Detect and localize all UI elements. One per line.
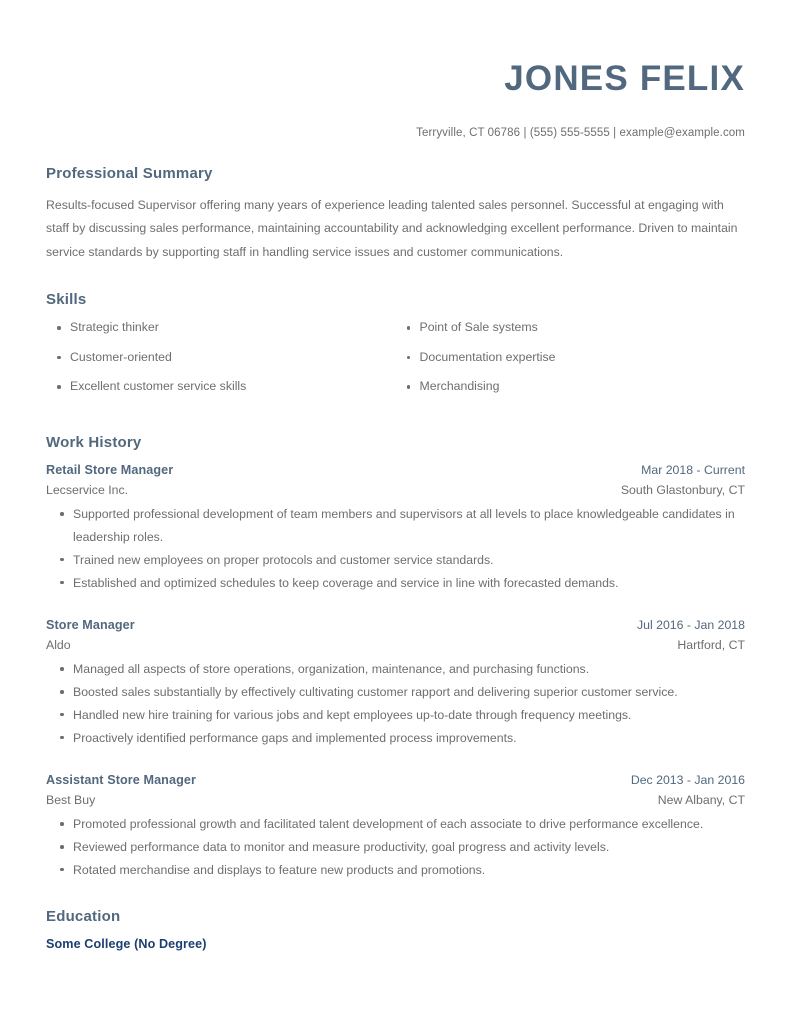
job-company-row — [46, 787, 745, 807]
skill-item: Point of Sale systems — [396, 320, 746, 335]
contact-line: Terryville, CT 06786 | (555) 555-5555 | example@example.com — [416, 126, 745, 139]
work-history-entry — [46, 618, 745, 749]
job-title: Store Manager — [46, 618, 135, 633]
job-bullet: Trained new employees on proper protocols and customer service standards. — [46, 549, 745, 572]
section-skills — [46, 291, 745, 408]
education-degree: Some College (No Degree) — [46, 936, 207, 951]
section-professional-summary — [46, 165, 745, 266]
work-history-entry — [46, 463, 745, 594]
skill-item: Merchandising — [396, 379, 746, 394]
job-location: New Albany, CT — [657, 793, 745, 808]
job-bullet: Handled new hire training for various jobs and kept employees up-to-date through frequency meetings. — [46, 704, 745, 727]
section-title-professional-summary: Professional Summary — [46, 164, 213, 182]
job-title: Retail Store Manager — [46, 463, 174, 478]
job-bullet: Supported professional development of team members and supervisors at all levels to place knowledgeable candidates in leadership roles. — [46, 503, 745, 548]
job-company: Lecservice Inc. — [46, 483, 129, 498]
skill-item: Strategic thinker — [46, 320, 396, 335]
work-history-entry — [46, 773, 745, 881]
job-company-row — [46, 477, 745, 497]
job-title-row — [46, 618, 745, 632]
skill-item: Excellent customer service skills — [46, 379, 396, 394]
job-title-row — [46, 463, 745, 477]
job-company: Best Buy — [46, 793, 96, 808]
job-bullet-list — [46, 813, 745, 881]
job-title: Assistant Store Manager — [46, 773, 196, 788]
job-bullet: Boosted sales substantially by effectively cultivating customer rapport and delivering superior customer service. — [46, 681, 745, 704]
job-bullet: Reviewed performance data to monitor and measure productivity, goal progress and activity levels. — [46, 836, 745, 859]
job-company: Aldo — [46, 638, 71, 653]
job-bullet-list — [46, 503, 745, 594]
job-company-row — [46, 632, 745, 652]
section-education — [46, 908, 745, 951]
section-title-education: Education — [46, 907, 121, 925]
job-bullet: Rotated merchandise and displays to feature new products and promotions. — [46, 859, 745, 882]
section-title-work-history: Work History — [46, 434, 142, 452]
job-bullet: Managed all aspects of store operations, organization, maintenance, and purchasing functions. — [46, 658, 745, 681]
job-location: South Glastonbury, CT — [620, 483, 745, 498]
skills-column-right — [396, 320, 746, 408]
job-location: Hartford, CT — [677, 638, 745, 653]
professional-summary-text: Results-focused Supervisor offering many years of experience leading talented sales personnel. Successful at engaging with staff by discussing sales performance, maintaining accountability and acknowledging excellent performance. Driven to maintain service standards by supporting staff in handling service issues and customer communications. — [46, 197, 738, 260]
job-dates: Jul 2016 - Jan 2018 — [636, 618, 745, 633]
job-bullet: Promoted professional growth and facilitated talent development of each associate to drive performance excellence. — [46, 813, 745, 836]
job-dates: Dec 2013 - Jan 2016 — [630, 773, 745, 788]
section-work-history — [46, 434, 745, 881]
skills-list-left — [46, 320, 396, 394]
job-bullet: Proactively identified performance gaps and implemented process improvements. — [46, 727, 745, 750]
job-title-row — [46, 773, 745, 787]
job-bullet-list — [46, 658, 745, 749]
skills-column-left — [46, 320, 396, 408]
section-title-skills: Skills — [46, 291, 87, 309]
job-dates: Mar 2018 - Current — [641, 463, 745, 478]
candidate-name: JONES FELIX — [504, 59, 745, 98]
skills-columns — [46, 320, 745, 408]
skills-list-right — [396, 320, 746, 394]
job-bullet: Established and optimized schedules to keep coverage and service in line with forecasted demands. — [46, 572, 745, 595]
resume-header — [46, 46, 745, 139]
skill-item: Customer-oriented — [46, 350, 396, 365]
skill-item: Documentation expertise — [396, 350, 746, 365]
